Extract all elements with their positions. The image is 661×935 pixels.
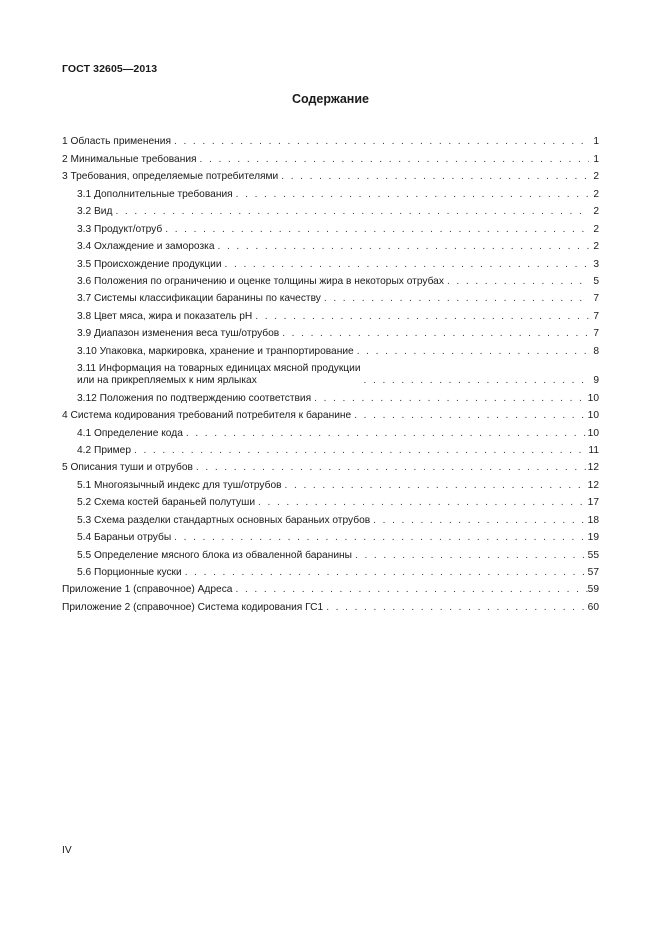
toc-entry[interactable] (62, 405, 599, 422)
toc-entry[interactable] (62, 596, 599, 613)
toc-entry-page: 7 (593, 310, 599, 322)
toc-dot-leader (444, 276, 589, 288)
toc-entry-page: 10 (587, 392, 599, 404)
toc-entry[interactable] (62, 457, 599, 474)
toc-entry-page: 7 (593, 328, 599, 340)
toc-entry-title: 3.6 Положения по ограничению и оценке толщины жира в некоторых отрубах (77, 275, 444, 287)
toc-entry-page: 17 (587, 497, 599, 509)
toc-entry-page: 2 (593, 223, 599, 235)
toc-dot-leader (351, 410, 587, 422)
toc-dot-leader (282, 480, 588, 492)
toc-entry-page: 59 (587, 584, 599, 596)
toc-dot-leader (222, 259, 589, 271)
toc-dot-leader (278, 171, 589, 183)
toc-entry[interactable] (62, 492, 599, 509)
toc-entry[interactable] (62, 340, 599, 357)
toc-entry[interactable] (62, 148, 599, 165)
toc-entry-title: 3.3 Продукт/отруб (77, 223, 163, 235)
toc-entry-title: 3.1 Дополнительные требования (77, 188, 233, 200)
toc-entry-title: 5.3 Схема разделки стандартных основных бараньих отрубов (77, 514, 371, 526)
toc-entry-title: 3.10 Упаковка, маркировка, хранение и транпортирование (77, 345, 354, 357)
toc-entry-title: 3.8 Цвет мяса, жира и показатель pH (77, 310, 253, 322)
toc-entry-page: 57 (587, 567, 599, 578)
toc-entry[interactable] (62, 474, 599, 491)
toc-entry-page: 2 (593, 206, 599, 218)
toc-dot-leader (232, 584, 587, 596)
toc-dot-leader (361, 375, 589, 387)
toc-entry-title: 4.2 Пример (77, 444, 132, 456)
toc-dot-leader (352, 550, 588, 562)
toc-entry[interactable] (62, 271, 599, 288)
toc-entry[interactable] (62, 422, 599, 439)
toc-entry-page: 2 (593, 171, 599, 183)
toc-dot-leader (183, 428, 588, 440)
document-code: ГОСТ 32605—2013 (62, 63, 158, 75)
toc-entry[interactable] (62, 509, 599, 526)
toc-entry[interactable] (62, 579, 599, 596)
toc-entry-title: 5.4 Бараньи отрубы (77, 532, 172, 544)
toc-dot-leader (354, 346, 589, 358)
table-of-contents (62, 131, 599, 614)
toc-dot-leader (370, 515, 588, 527)
toc-entry-page: 12 (587, 462, 599, 474)
toc-entry-title: Приложение 1 (справочное) Адреса (62, 584, 233, 596)
toc-entry-page: 60 (587, 601, 599, 613)
toc-entry-title: 3.12 Положения по подтверждению соответствия (77, 392, 312, 404)
toc-entry-page: 1 (593, 153, 599, 165)
toc-entry-page: 8 (593, 345, 599, 357)
toc-entry-title: 3.4 Охлаждение и заморозка (77, 241, 215, 253)
toc-entry-page: 2 (593, 241, 599, 253)
toc-entry[interactable] (62, 183, 599, 200)
toc-entry-page: 18 (587, 514, 599, 526)
toc-entry-page: 5 (593, 275, 599, 287)
toc-entry-title: 4 Система кодирования требований потребителя к баранине (62, 410, 352, 422)
toc-dot-leader (171, 532, 588, 544)
toc-entry-title: 5.2 Схема костей бараньей полутуши (77, 497, 256, 509)
toc-entry-title: Приложение 2 (справочное) Система кодирования ГС1 (62, 601, 324, 613)
toc-entry-page: 10 (587, 410, 599, 422)
toc-entry[interactable] (62, 527, 599, 544)
toc-entry[interactable] (62, 440, 599, 457)
toc-entry-title: 5.5 Определение мясного блока из обваленной баранины (77, 549, 352, 561)
toc-entry[interactable] (62, 562, 599, 579)
toc-entry-page: 12 (587, 479, 599, 491)
toc-dot-leader (215, 241, 589, 253)
toc-entry[interactable] (62, 387, 599, 404)
toc-entry[interactable] (62, 358, 599, 388)
toc-entry-page: 1 (593, 136, 599, 148)
toc-entry-title: 3.5 Происхождение продукции (77, 258, 222, 270)
toc-entry-page: 7 (593, 293, 599, 305)
toc-entry-page: 2 (593, 188, 599, 200)
toc-entry[interactable] (62, 253, 599, 270)
toc-entry[interactable] (62, 236, 599, 253)
toc-dot-leader (252, 311, 589, 323)
toc-dot-leader (182, 567, 588, 579)
toc-entry-title: 3.9 Диапазон изменения веса туш/отрубов (77, 328, 280, 340)
toc-entry-title: 3.11 Информация на товарных единицах мясной продукции или на прикрепляемых к ним ярлыках (77, 363, 361, 387)
toc-dot-leader (131, 445, 588, 457)
toc-entry-title: 1 Область применения (62, 136, 171, 148)
toc-entry[interactable] (62, 323, 599, 340)
toc-entry-page: 10 (587, 427, 599, 439)
toc-dot-leader (255, 497, 588, 509)
toc-dot-leader (112, 206, 589, 218)
toc-dot-leader (311, 393, 588, 405)
toc-entry-title: 5 Описания туши и отрубов (62, 462, 193, 474)
toc-title: Содержание (291, 92, 369, 106)
toc-entry-title: 3 Требования, определяемые потребителями (62, 171, 279, 183)
toc-dot-leader (197, 154, 589, 166)
toc-dot-leader (171, 136, 589, 148)
toc-dot-leader (193, 462, 588, 474)
toc-dot-leader (321, 293, 589, 305)
toc-entry[interactable] (62, 131, 599, 148)
toc-entry[interactable] (62, 544, 599, 561)
toc-entry-page: 3 (593, 258, 599, 270)
toc-entry-title: 4.1 Определение кода (77, 427, 183, 439)
toc-entry[interactable] (62, 218, 599, 235)
toc-dot-leader (162, 224, 589, 236)
toc-entry-page: 19 (587, 532, 599, 544)
toc-entry[interactable] (62, 288, 599, 305)
toc-entry-title: 5.6 Порционные куски (77, 567, 182, 578)
toc-entry[interactable] (62, 305, 599, 322)
toc-entry-title: 5.1 Многоязычный индекс для туш/отрубов (77, 479, 282, 491)
toc-dot-leader (279, 328, 589, 340)
toc-entry[interactable] (62, 166, 599, 183)
toc-entry-title: 3.7 Системы классификации баранины по качеству (77, 293, 321, 305)
toc-entry-title: 3.2 Вид (77, 206, 113, 218)
toc-entry-page: 9 (593, 375, 599, 387)
toc-dot-leader (323, 602, 587, 614)
toc-entry-title: 2 Минимальные требования (62, 153, 197, 165)
page-number: IV (62, 845, 72, 856)
toc-entry[interactable] (62, 201, 599, 218)
toc-dot-leader (233, 189, 589, 201)
toc-entry-page: 11 (588, 444, 599, 456)
toc-entry-page: 55 (587, 549, 599, 561)
